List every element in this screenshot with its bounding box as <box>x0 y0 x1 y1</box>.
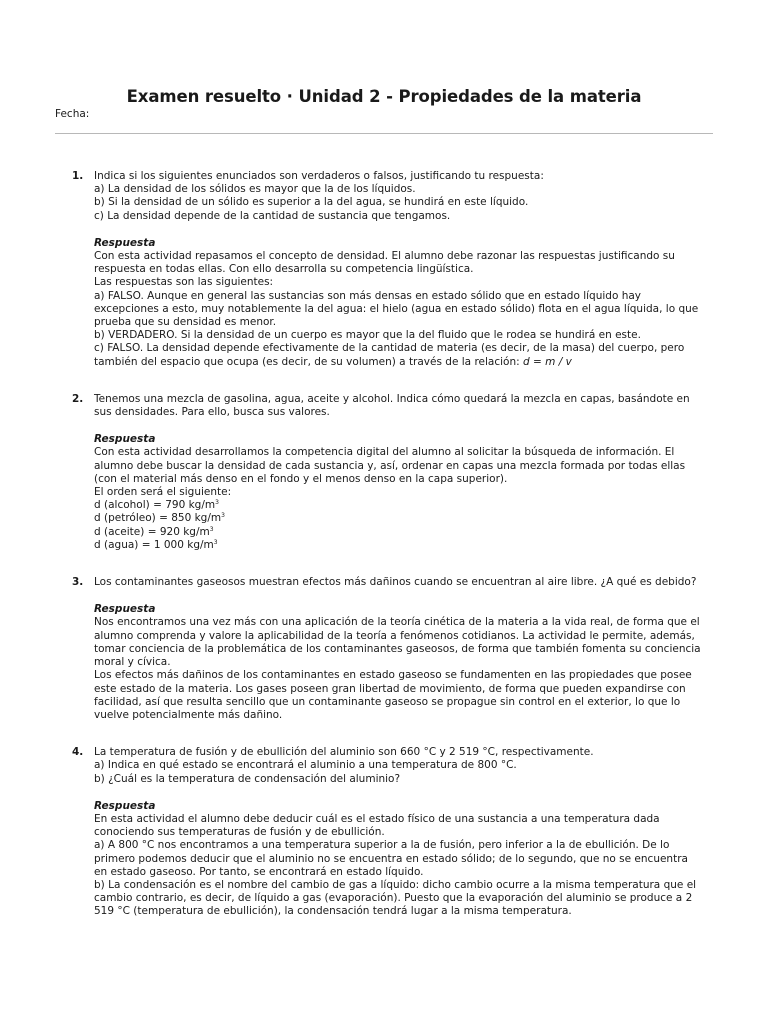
answer-paragraph: En esta actividad el alumno debe deducir cuál es el estado físico de una sustancia a una temperatura dada conociendo sus temperaturas de fusión y de ebullición. <box>94 812 660 839</box>
answer-paragraph: a) FALSO. Aunque en general las sustancias son más densas en estado sólido que en estado líquido hay excepciones a esto, muy notablemente la del agua: el hielo (agua en estado sólido) flota en el agua líquida, lo que prueba que su densidad es menor. <box>94 289 699 329</box>
exponent: 3 <box>209 525 214 533</box>
answer-label: Respuesta <box>94 603 156 616</box>
density-line <box>94 539 702 552</box>
answer-paragraph: Con esta actividad desarrollamos la competencia digital del alumno al solicitar la búsqueda de información. El alumno debe buscar la densidad de cada sustancia y, así, ordenar en capas una mezcla formada por todas ellas (con el material más denso en el fondo y el menos denso en la capa superior). <box>94 446 686 485</box>
answer-block <box>94 800 702 919</box>
density-formula: d = m / v <box>522 355 572 368</box>
header-divider <box>55 133 713 134</box>
question-1 <box>72 170 702 369</box>
question-statement: Indica si los siguientes enunciados son verdaderos o falsos, justificando tu respuesta: <box>94 170 544 182</box>
answer-paragraph <box>94 342 702 368</box>
question-statement: Tenemos una mezcla de gasolina, agua, aceite y alcohol. Indica cómo quedará la mezcla en capas, basándote en sus densidades. Para ello, busca sus valores. <box>94 392 690 419</box>
density-line <box>94 499 702 512</box>
question-number: 4. <box>72 746 84 759</box>
question-number: 1. <box>72 170 84 182</box>
question-item: a) La densidad de los sólidos es mayor que la de los líquidos. <box>94 183 416 196</box>
answer-paragraph: Las respuestas son las siguientes: <box>94 276 274 289</box>
question-3 <box>72 576 702 722</box>
answer-paragraph: a) A 800 °C nos encontramos a una temperatura superior a la de fusión, pero inferior a la de ebullición. De lo primero podemos deducir que el aluminio no se encuentra en estado sólido; de lo segundo, que no se encuentra en estado gaseoso. Por tanto, se encontrará en estado líquido. <box>94 839 688 878</box>
answer-paragraph: b) VERDADERO. Si la densidad de un cuerpo es mayor que la del fluido que le rodea se hundirá en este. <box>94 329 641 342</box>
answer-block <box>94 433 702 552</box>
answer-paragraph: b) La condensación es el nombre del cambio de gas a líquido: dicho cambio ocurre a la misma temperatura que el cambio contrario, es decir, de líquido a gas (evaporación). Puesto que la evaporación del aluminio se produce a 2 519 °C (temperatura de ebullición), la condensación tendrá lugar a la misma temperatura. <box>94 878 697 918</box>
answer-block <box>94 237 702 369</box>
density-line <box>94 512 702 525</box>
question-4 <box>72 746 702 918</box>
answer-block <box>94 603 702 722</box>
answer-label: Respuesta <box>94 433 156 446</box>
density-text: d (petróleo) = 850 kg/m <box>94 512 222 525</box>
answer-paragraph: Los efectos más dañinos de los contaminantes en estado gaseoso se fundamenten en las propiedades que posee este estado de la materia. Los gases poseen gran libertad de movimiento, de forma que pueden expandirse con facilidad, así que resulta sencillo que un contaminante gaseoso se propague sin control en el exterior, lo que lo vuelve potencialmente más dañino. <box>94 669 692 721</box>
answer-label: Respuesta <box>94 236 156 249</box>
exponent: 3 <box>215 499 219 507</box>
question-item: a) Indica en qué estado se encontrará el aluminio a una temperatura de 800 °C. <box>94 759 517 772</box>
question-number: 2. <box>72 392 84 405</box>
question-2 <box>72 393 702 552</box>
density-line <box>94 526 702 539</box>
question-number: 3. <box>72 576 84 589</box>
answer-paragraph: Con esta actividad repasamos el concepto de densidad. El alumno debe razonar las respuestas justificando su respuesta en todas ellas. Con ello desarrolla su competencia lingüística. <box>94 250 675 276</box>
question-item: b) ¿Cuál es la temperatura de condensación del aluminio? <box>94 772 401 785</box>
date-label: Fecha: <box>55 108 90 120</box>
question-statement: Los contaminantes gaseosos muestran efectos más dañinos cuando se encuentran al aire libre. ¿A qué es debido? <box>94 576 697 589</box>
answer-paragraph: Nos encontramos una vez más con una aplicación de la teoría cinética de la materia a la vida real, de forma que el alumno comprenda y valore la aplicabilidad de la teoría a fenómenos cotidianos. La actividad le permite, además, tomar conciencia de la problemática de los contaminantes gaseosos, de forma que también fomenta su conciencia moral y cívica. <box>94 616 701 669</box>
exponent: 3 <box>213 538 218 546</box>
document-title: Examen resuelto · Unidad 2 - Propiedades de la materia <box>126 87 642 106</box>
answer-label: Respuesta <box>94 799 156 812</box>
density-text: d (agua) = 1 000 kg/m <box>94 538 214 551</box>
density-text: d (aceite) = 920 kg/m <box>94 525 210 538</box>
density-text: d (alcohol) = 790 kg/m <box>94 499 216 512</box>
exponent: 3 <box>221 512 225 520</box>
question-item: b) Si la densidad de un sólido es superior a la del agua, se hundirá en este líquido. <box>94 196 529 209</box>
answer-text: c) FALSO. La densidad depende efectivamente de la cantidad de materia (es decir, de la masa) del cuerpo, pero también del espacio que ocupa (es decir, de su volumen) a través de la relación: <box>94 342 685 368</box>
question-item: c) La densidad depende de la cantidad de sustancia que tengamos. <box>94 209 451 222</box>
question-statement: La temperatura de fusión y de ebullición del aluminio son 660 °C y 2 519 °C, respectivamente. <box>94 746 594 759</box>
answer-paragraph: El orden será el siguiente: <box>94 486 232 499</box>
exam-content <box>72 170 702 943</box>
